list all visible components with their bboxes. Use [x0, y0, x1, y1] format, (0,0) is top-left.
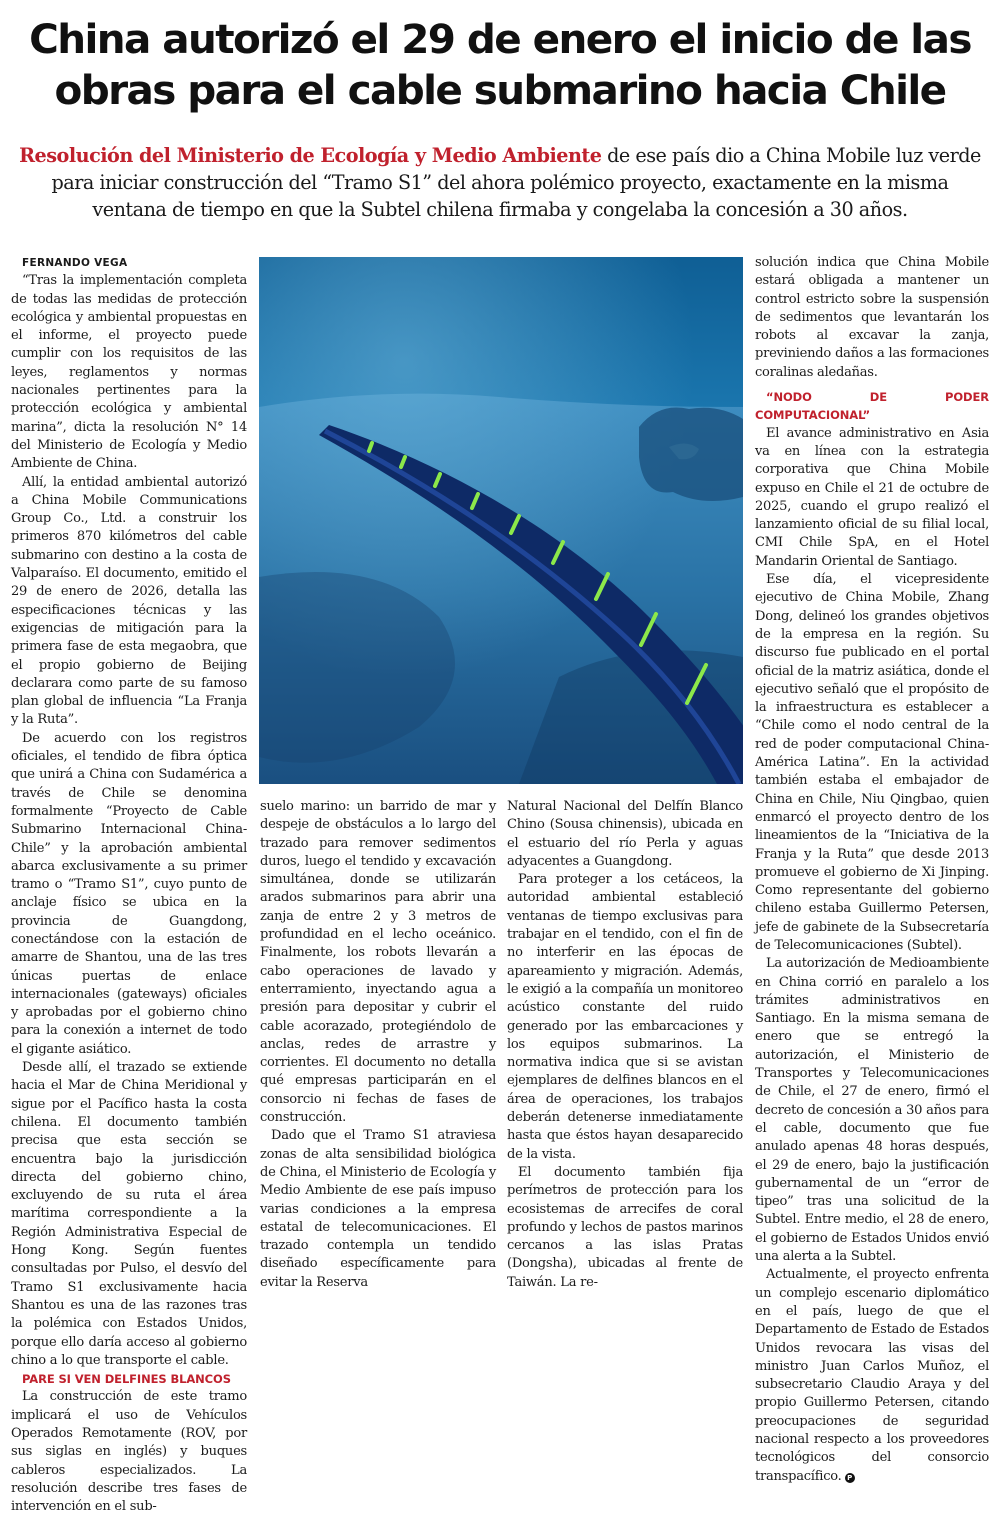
lead-accent: Resolución del Ministerio de Ecología y Medio Ambiente — [19, 144, 602, 167]
seabed-cable-photo — [259, 257, 743, 784]
byline: FERNANDO VEGA — [22, 257, 128, 269]
column-2 — [260, 798, 496, 1292]
end-mark-icon: P — [845, 1473, 855, 1483]
paragraph: Para proteger a los cetáceos, la autoridad ambiental estableció ventanas de tiempo exclusivas para trabajar en el tendido, con el fin de no interferir en las épocas de apareamiento y migración. Además, le exigió a la compañía un monitoreo acústico constante del ruido generado por las embarcaciones y los equipos submarinos. La normativa indica que si se avistan ejemplares de delfines blancos en el área de operaciones, los trabajos deberán detenerse inmediatamente hasta que éstos hayan desaparecido de la vista. — [507, 872, 743, 1162]
paragraph: Allí, la entidad ambiental autorizó a China Mobile Communications Group Co., Ltd. a construir los primeros 870 kilómetros del cable submarino con destino a la costa de Valparaíso. El documento, emitido el 29 de enero de 2026, detalla las especificaciones técnicas y las exigencias de mitigación para la primera fase de esta megaobra, que el propio gobierno de Beijing declarara como parte de su famoso plan global de influencia “La Franja y la Ruta”. — [11, 474, 247, 728]
headline-line-1: China autorizó el 29 de enero el inicio de las — [29, 15, 971, 63]
paragraph: solución indica que China Mobile estará obligada a mantener un control estricto sobre la suspensión de sedimentos que levantarán los robots al excavar la zanja, previniendo daños a las formaciones coralinas aledañas. — [755, 255, 989, 380]
paragraph: Natural Nacional del Delfín Blanco Chino (Sousa chinensis), ubicada en el estuario del río Perla y aguas adyacentes a Guangdong. — [507, 799, 743, 869]
column-3 — [507, 798, 743, 1292]
column-4 — [755, 254, 989, 1486]
paragraph: La construcción de este tramo implicará el uso de Vehículos Operados Remotamente (ROV, por sus siglas en inglés) y buques cableros especializados. La resolución describe tres fases de intervención en el sub- — [11, 1389, 247, 1515]
subhead-delfines: PARE SI VEN DELFINES BLANCOS — [22, 1372, 231, 1387]
paragraph: “Tras la implementación completa de todas las medidas de protección ecológica y ambiental propuestas en el informe, el proyecto puede cumplir con los requisitos de las leyes, reglamentos y normas nacionales pertinentes para la protección ecológica y ambiental marina”, dicta la resolución N° 14 del Ministerio de Ecología y Medio Ambiente de China. — [11, 273, 247, 472]
headline-line-2: obras para el cable submarino hacia Chile — [54, 66, 946, 114]
paragraph: Ese día, el vicepresidente ejecutivo de China Mobile, Zhang Dong, delineó los grandes objetivos de la empresa en la región. Su discurso fue publicado en el portal oficial de la matriz asiática, donde el ejecutivo señaló que el propósito de la infraestructura es establecer a “Chile como el nodo central de la red de poder computacional China-América Latina”. En la actividad también estaba el embajador de China en Chile, Niu Qingbao, quien enmarcó el proyecto dentro de los lineamientos de la “Iniciativa de la Franja y la Ruta” que desde 2013 promueve el gobierno de Xi Jinping. Como representante del gobierno chileno estaba Guillermo Petersen, jefe de gabinete de la Subsecretaría de Telecomunicaciones (Subtel). — [755, 572, 989, 953]
lead-text: de ese país dio a China Mobile luz verde para iniciar construcción del “Tramo S1” del ahora polémico proyecto, exactamente en la misma ventana de tiempo en que la Subtel chilena firmaba y congelaba la concesión a 30 años. — [51, 144, 981, 221]
subhead-nodo: “NODO DE PODER COMPUTACIONAL” — [755, 390, 989, 423]
headline — [10, 14, 990, 116]
lead-paragraph — [14, 142, 986, 223]
paragraph: El documento también fija perímetros de protección para los ecosistemas de arrecifes de coral profundo y lechos de pastos marinos cercanos a las islas Pratas (Dongsha), ubicadas al frente de Taiwán. La re- — [507, 1164, 743, 1290]
column-1 — [11, 254, 247, 1516]
paragraph: De acuerdo con los registros oficiales, el tendido de fibra óptica que unirá a China con Sudamérica a través de Chile se denomina formalmente “Proyecto de Cable Submarino Internacional China-Chile” y la aprobación ambiental abarca exclusivamente a su primer tramo o “Tramo S1”, cuyo punto de anclaje físico se ubica en la provincia de Guangdong, conectándose con la estación de amarre de Shantou, una de las tres únicas puertas de enlace internacionales (gateways) oficiales y aprobadas por el gobierno chino para la conexión a internet de todo el gigante asiático. — [11, 730, 247, 1057]
paragraph: Desde allí, el trazado se extiende hacia el Mar de China Meridional y sigue por el Pacífico hasta la costa chilena. El documento también precisa que esta sección se encuentra bajo la jurisdicción directa del gobierno chino, excluyendo de su ruta el área marítima correspondiente a la Región Administrativa Especial de Hong Kong. Según fuentes consultadas por Pulso, el desvío del Tramo S1 exclusivamente hacia Shantou es una de las razones tras la polémica con Estados Unidos, porque ello daría acceso al gobierno chino a lo que transporte el cable. — [11, 1060, 247, 1368]
paragraph-final — [755, 1266, 989, 1486]
paragraph: suelo marino: un barrido de mar y despeje de obstáculos a lo largo del trazado para remover sedimentos duros, luego el tendido y excavación simultánea, donde se utilizarán arados submarinos para abrir una zanja de entre 2 y 3 metros de profundidad en el lecho oceánico. Finalmente, los robots llevarán a cabo operaciones de lavado y enterramiento, inyectando agua a presión para depositar y cubrir el cable acorazado, protegiéndolo de anclas, redes de arrastre y corrientes. El documento no detalla qué empresas participarán en el consorcio ni fechas de fases de construcción. — [260, 799, 496, 1126]
cable-illustration — [259, 257, 743, 784]
paragraph: El avance administrativo en Asia va en línea con la estrategia corporativa que China Mobile expuso en Chile el 21 de octubre de 2025, cuando el grupo realizó el lanzamiento oficial de su filial local, CMI Chile SpA, en el Hotel Mandarin Oriental de Santiago. — [755, 425, 989, 569]
paragraph: Dado que el Tramo S1 atraviesa zonas de alta sensibilidad biológica de China, el Ministerio de Ecología y Medio Ambiente de ese país impuso varias condiciones a la empresa estatal de telecomunicaciones. El trazado contempla un tendido diseñado específicamente para evitar la Reserva — [260, 1128, 496, 1290]
paragraph: La autorización de Medioambiente en China corrió en paralelo a los trámites administrativos en Santiago. En la misma semana de enero que se entregó la autorización, el Ministerio de Transportes y Telecomunicaciones de Chile, el 27 de enero, firmó el decreto de concesión a 30 años para el cable, documento que fue anulado apenas 48 horas después, el 29 de enero, bajo la justificación gubernamental de un “error de tipeo” tras una solicitud de la Subtel. Entre medio, el 28 de enero, el gobierno de Estados Unidos envió una alerta a la Subtel. — [755, 956, 989, 1265]
paragraph-final-text: Actualmente, el proyecto enfrenta un complejo escenario diplomático en el país, luego de que el Departamento de Estado de Estados Unidos revocara las visas del ministro Juan Carlos Muñoz, el subsecretario Claudio Araya y del propio Guillermo Petersen, citando preocupaciones de seguridad nacional respecto a los proveedores tecnológicos del consorcio transpacífico. — [755, 1267, 989, 1484]
